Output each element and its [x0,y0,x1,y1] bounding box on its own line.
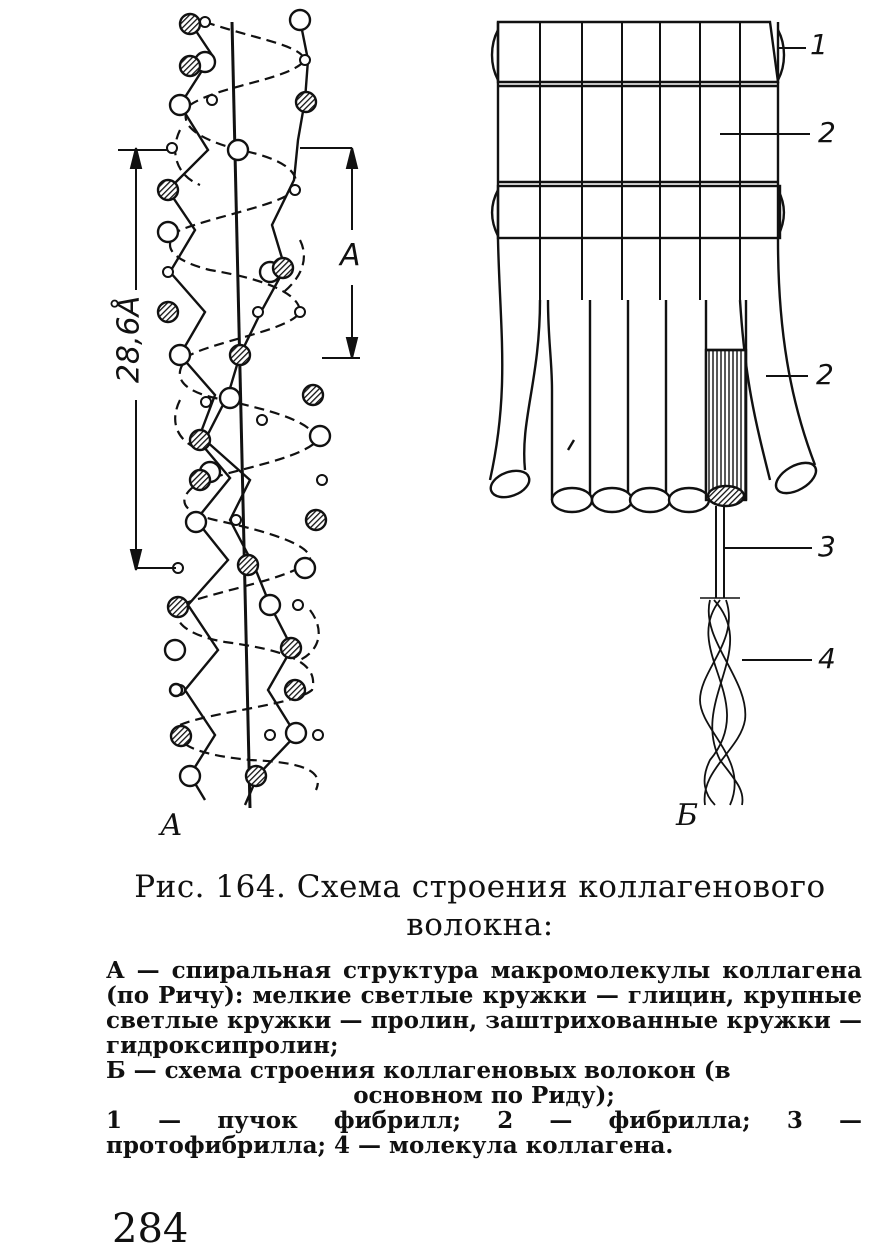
caption-paragraph-legend: 1 — пучок фибрилл; 2 — фибрилла; 3 — протофибрилла; 4 — молекула коллагена. [106,1107,862,1159]
caption-paragraph-b-line2: основном по Риду); [353,1082,615,1109]
caption-title-line2: волокна: [406,907,554,943]
callout-2-top: 2 [818,116,836,149]
callout-4: 4 [818,642,836,675]
page-number: 284 [112,1206,189,1252]
caption-paragraph-a: А — спиральная структура макромолекулы коллагена (по Ричу): мелкие светлые кружки — глицин, крупные светлые кружки — пролин, заштрихованные кружки — гидроксипролин; [106,957,862,1059]
panel-a-helix [118,10,360,808]
panel-b-fibre [487,22,821,805]
caption-paragraph-b-line1: Б — схема строения коллагеновых волокон (в [106,1057,731,1084]
figure-caption-body [106,958,862,1158]
panel-label-a: А [160,808,183,843]
dimension-a-label: А [340,238,361,273]
callout-3: 3 [818,530,836,563]
callout-1: 1 [810,28,828,61]
caption-title-line1: Рис. 164. Схема строения коллагенового [134,869,826,905]
dimension-period-label: 28,6Å [111,295,147,384]
figure-caption-title [100,868,860,944]
callout-2-lower: 2 [816,358,834,391]
panel-label-b: Б [676,798,699,833]
